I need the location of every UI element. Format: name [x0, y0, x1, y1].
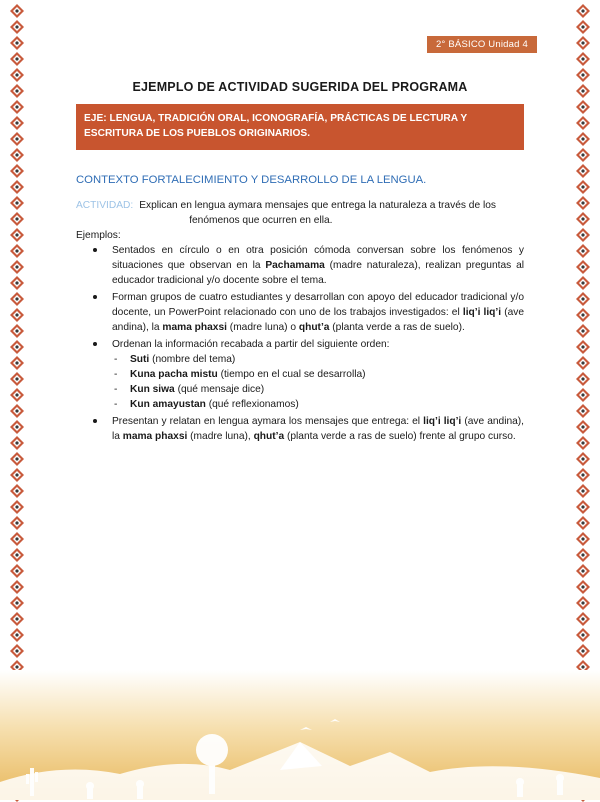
border-ornament: [576, 596, 590, 610]
border-ornament: [576, 340, 590, 354]
border-ornament: [10, 212, 24, 226]
border-ornament: [10, 484, 24, 498]
list-item: Presentan y relatan en lengua aymara los mensajes que entrega: el liq’i liq’i (ave andina), la mama phaxsi (madre luna), qhut’a (planta verde a ras de suelo) frente al grupo curso.: [76, 414, 524, 444]
border-ornament: [576, 36, 590, 50]
border-ornament: [10, 164, 24, 178]
border-ornament: [10, 244, 24, 258]
border-ornament: [10, 404, 24, 418]
order-sublist: [112, 352, 524, 412]
border-ornament: [576, 628, 590, 642]
border-ornament: [10, 52, 24, 66]
examples-label: Ejemplos:: [76, 230, 121, 241]
context-heading: CONTEXTO FORTALECIMIENTO Y DESARROLLO DE LA LENGUA.: [76, 174, 427, 186]
border-ornament: [576, 612, 590, 626]
border-ornament: [10, 308, 24, 322]
border-ornament: [10, 644, 24, 658]
border-ornament: [576, 100, 590, 114]
border-ornament: [10, 612, 24, 626]
border-ornament: [576, 276, 590, 290]
border-ornament: [576, 516, 590, 530]
border-ornament: [10, 4, 24, 18]
border-ornament: [576, 324, 590, 338]
list-item: Sentados en círculo o en otra posición cómoda conversan sobre los fenómenos y situaciones que observan en la Pachamama (madre naturaleza), realizan preguntas al educador tradicional y/o docente sobre el tema.: [76, 243, 524, 288]
border-ornament: [10, 596, 24, 610]
border-ornament: [576, 20, 590, 34]
border-ornament: [10, 436, 24, 450]
border-ornament: [576, 164, 590, 178]
border-ornament: [10, 340, 24, 354]
border-ornament: [10, 628, 24, 642]
border-ornament: [576, 292, 590, 306]
border-ornament: [576, 452, 590, 466]
border-ornament: [576, 420, 590, 434]
border-ornament: [10, 20, 24, 34]
border-ornament: [10, 116, 24, 130]
border-ornament: [10, 292, 24, 306]
border-ornament: [576, 580, 590, 594]
border-ornament: [576, 132, 590, 146]
border-ornament: [10, 532, 24, 546]
border-ornament: [10, 36, 24, 50]
border-ornament: [10, 132, 24, 146]
border-ornament: [576, 212, 590, 226]
footer-landscape-illustration: [0, 670, 600, 800]
border-ornament: [10, 324, 24, 338]
examples-list: [76, 243, 524, 444]
border-ornament: [576, 260, 590, 274]
activity-text-line1: Explican en lengua aymara mensajes que entrega la naturaleza a través de los: [139, 200, 496, 211]
page-title: EJEMPLO DE ACTIVIDAD SUGERIDA DEL PROGRAMA: [132, 80, 468, 94]
border-ornament: [10, 356, 24, 370]
border-ornament: [10, 516, 24, 530]
border-ornament: [576, 388, 590, 402]
activity-text: [139, 198, 524, 228]
border-ornament: [576, 148, 590, 162]
border-ornament: [10, 180, 24, 194]
border-ornament: [10, 548, 24, 562]
border-ornament: [576, 468, 590, 482]
border-ornament: [576, 436, 590, 450]
unit-badge: 2° BÁSICO Unidad 4: [427, 36, 537, 53]
sublist-item: - Kuna pacha mistu (tiempo en el cual se desarrolla): [112, 367, 524, 382]
eje-box: EJE: LENGUA, TRADICIÓN ORAL, ICONOGRAFÍA, PRÁCTICAS DE LECTURA Y ESCRITURA DE LOS PUEBLOS ORIGINARIOS.: [76, 104, 524, 150]
border-ornament: [10, 372, 24, 386]
sublist-item: - Kun siwa (qué mensaje dice): [112, 382, 524, 397]
activity-line: [76, 198, 524, 228]
border-ornament: [576, 308, 590, 322]
border-ornament: [576, 372, 590, 386]
border-ornament: [10, 260, 24, 274]
activity-content: [76, 198, 524, 446]
sublist-item: - Kun amayustan (qué reflexionamos): [112, 397, 524, 412]
border-ornament: [576, 228, 590, 242]
border-ornament: [576, 244, 590, 258]
border-ornament: [576, 484, 590, 498]
border-ornament: [10, 468, 24, 482]
border-ornament: [10, 580, 24, 594]
border-ornament: [10, 564, 24, 578]
list-item: Ordenan la información recabada a partir del siguiente orden: - Suti (nombre del tema) - Kuna pacha mistu (tiempo en el cual se desarrolla) - Kun siwa (qué mensaje dice) - Kun amayustan (qué reflexionamos): [76, 337, 524, 412]
border-ornament: [10, 228, 24, 242]
activity-text-line2: fenómenos que ocurren en ella.: [189, 215, 333, 226]
border-ornament: [10, 420, 24, 434]
border-ornament: [576, 532, 590, 546]
border-ornament: [576, 404, 590, 418]
border-ornament: [10, 452, 24, 466]
border-ornament: [10, 148, 24, 162]
border-ornament: [10, 500, 24, 514]
border-ornament: [576, 84, 590, 98]
border-ornament: [10, 100, 24, 114]
border-ornament: [576, 116, 590, 130]
border-ornament: [576, 196, 590, 210]
border-ornament: [576, 500, 590, 514]
border-ornament: [576, 180, 590, 194]
sublist-item: - Suti (nombre del tema): [112, 352, 524, 367]
border-ornament: [576, 4, 590, 18]
activity-label: ACTIVIDAD:: [76, 200, 134, 211]
border-ornament: [576, 548, 590, 562]
border-ornament: [10, 84, 24, 98]
border-ornament: [576, 52, 590, 66]
border-ornament: [10, 196, 24, 210]
border-ornament: [576, 68, 590, 82]
border-ornament: [10, 68, 24, 82]
border-ornament: [576, 356, 590, 370]
border-ornament: [10, 388, 24, 402]
list-item: Forman grupos de cuatro estudiantes y desarrollan con apoyo del educador tradicional y/o docente, un PowerPoint relacionado con uno de los trabajos investigados: el liq’i liq’i (ave andina), la mama phaxsi (madre luna) o qhut’a (planta verde a ras de suelo).: [76, 290, 524, 335]
border-ornament: [10, 276, 24, 290]
border-ornament: [576, 644, 590, 658]
border-ornament: [576, 564, 590, 578]
